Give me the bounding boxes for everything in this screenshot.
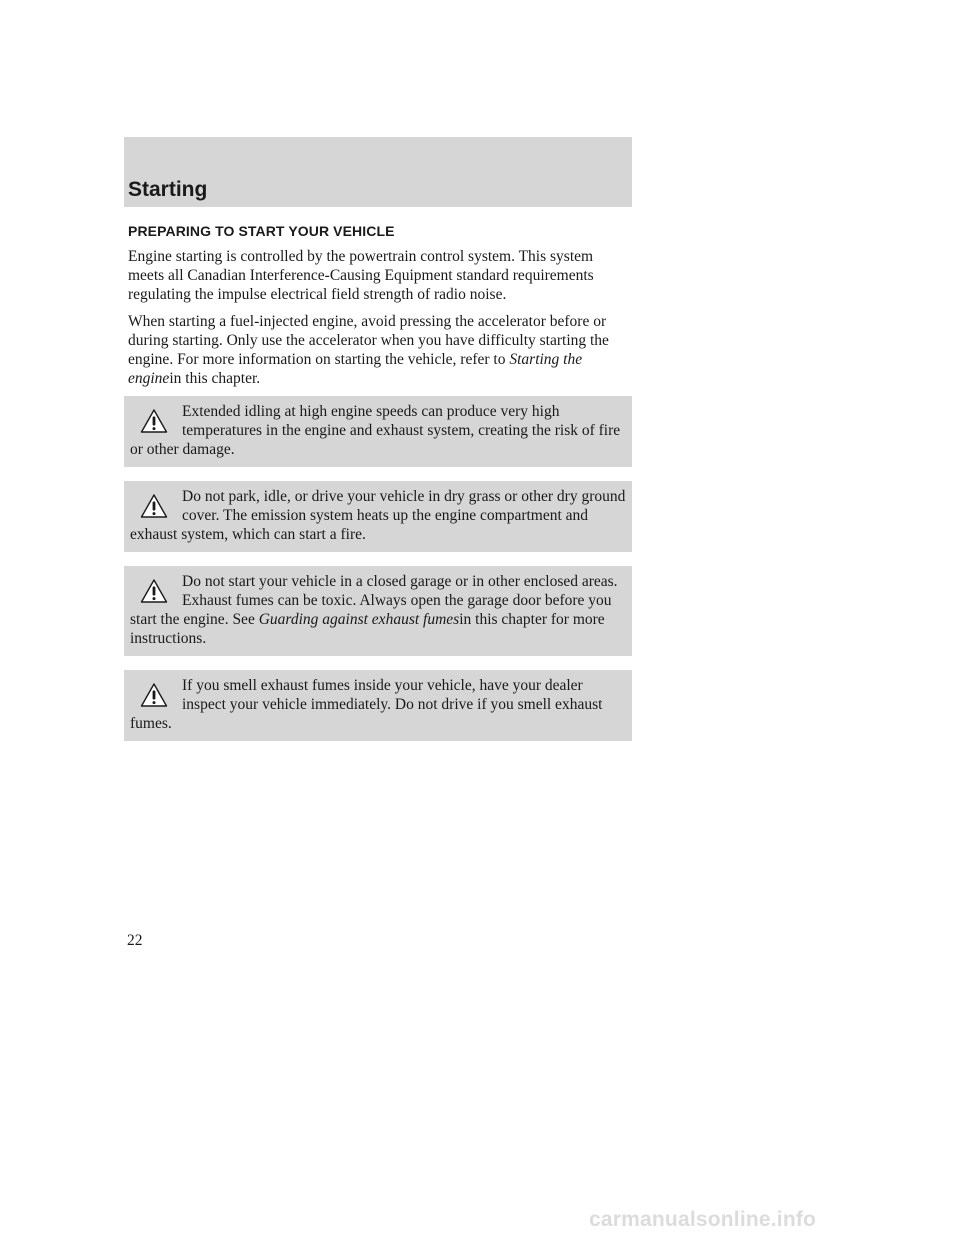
warning-triangle-icon — [140, 578, 168, 604]
warning-box-idling — [124, 396, 632, 467]
paragraph-text: When starting a fuel-injected engine, avoid pressing the accelerator before or during starting. Only use the accelerator when you have difficulty starting the engine. For more information on starting the vehicle, refer to — [128, 313, 609, 368]
cross-reference-starting-engine: Starting the engine — [128, 351, 583, 387]
paragraph-text: in this chapter. — [169, 370, 261, 387]
warning-text: If you smell exhaust fumes inside your vehicle, have your dealer inspect your vehicle immediately. Do not drive if you smell exhaust fumes. — [130, 677, 603, 732]
warning-box-dry-grass — [124, 481, 632, 552]
paragraph-powertrain: Engine starting is controlled by the powertrain control system. This system meets all Canadian Interference-Causing Equipment standard requirements regulating the impulse electrical field strength of radio noise. — [128, 248, 594, 303]
warning-text: in this chapter for more instructions. — [130, 611, 605, 647]
warning-box-exhaust-smell — [124, 670, 632, 741]
page-content — [124, 222, 632, 741]
chapter-title: Starting — [128, 178, 208, 201]
warning-text: Extended idling at high engine speeds can produce very high temperatures in the engine and exhaust system, creating the risk of fire or other damage. — [130, 403, 621, 458]
watermark: carmanualsonline.info — [589, 1208, 817, 1231]
warning-text: Do not park, idle, or drive your vehicle in dry grass or other dry ground cover. The emission system heats up the engine compartment and exhaust system, which can start a fire. — [130, 488, 626, 543]
warning-text: Do not start your vehicle in a closed garage or in other enclosed areas. Exhaust fumes can be toxic. Always open the garage door before you start the engine. See — [130, 573, 618, 628]
warning-triangle-icon — [140, 493, 168, 519]
paragraph-accelerator — [128, 312, 632, 388]
warning-box-closed-garage — [124, 566, 632, 656]
warning-triangle-icon — [140, 682, 168, 708]
chapter-header-band — [124, 137, 632, 207]
section-heading: PREPARING TO START YOUR VEHICLE — [128, 223, 395, 239]
warning-triangle-icon — [140, 408, 168, 434]
page-number: 22 — [127, 932, 143, 949]
cross-reference-exhaust-fumes: Guarding against exhaust fumes — [258, 611, 460, 628]
